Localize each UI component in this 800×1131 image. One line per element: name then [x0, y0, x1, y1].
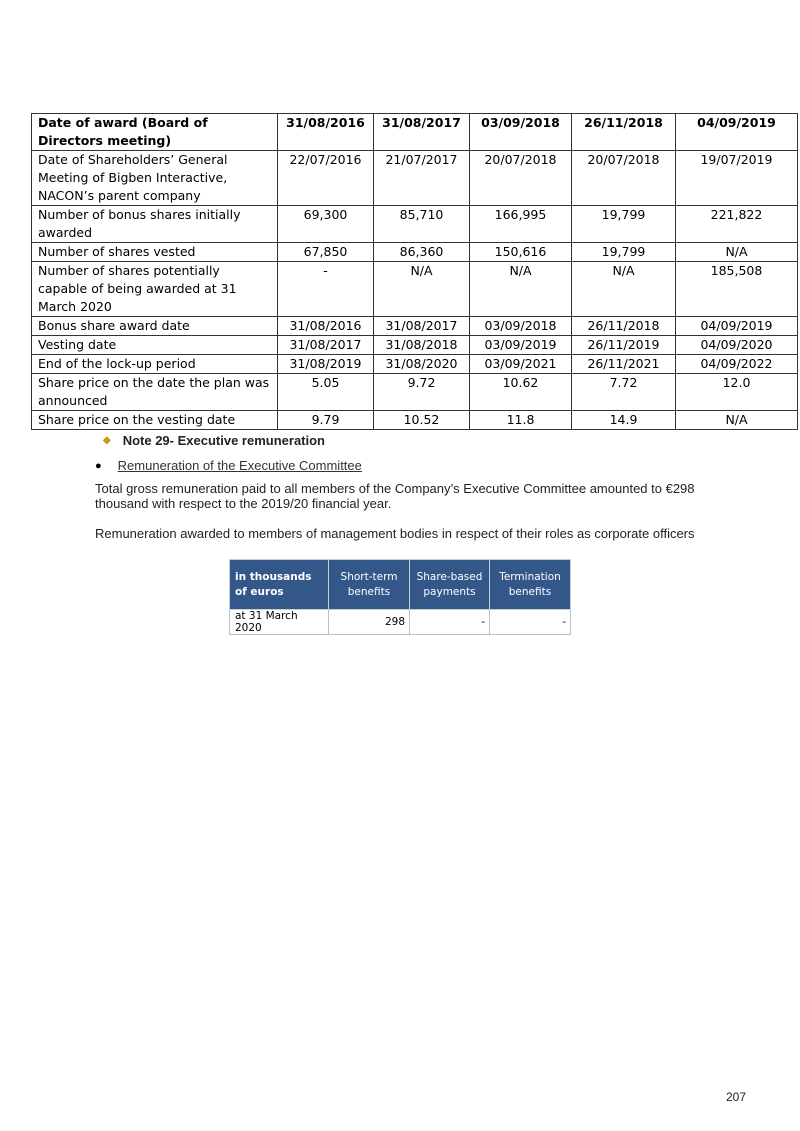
cell: 20/07/2018 [470, 151, 572, 206]
rem-header-row [230, 560, 571, 610]
table-row [32, 336, 798, 355]
cell: 04/09/2019 [676, 317, 798, 336]
cell: 10.52 [374, 411, 470, 430]
cell: 31/08/2016 [278, 317, 374, 336]
cell: N/A [470, 262, 572, 317]
row-label: Number of shares vested [32, 243, 278, 262]
cell: 86,360 [374, 243, 470, 262]
cell: 9.79 [278, 411, 374, 430]
cell: 20/07/2018 [572, 151, 676, 206]
cell: 22/07/2016 [278, 151, 374, 206]
cell: 14.9 [572, 411, 676, 430]
bullet-icon: ● [95, 459, 102, 472]
page-number: 207 [726, 1090, 747, 1104]
cell: 31/08/2020 [374, 355, 470, 374]
header-col: 26/11/2018 [572, 114, 676, 151]
header-col: 31/08/2016 [278, 114, 374, 151]
note-heading-text: Note 29- Executive remuneration [122, 433, 325, 448]
row-label: Share price on the vesting date [32, 411, 278, 430]
cell: N/A [676, 411, 798, 430]
header-col: 31/08/2017 [374, 114, 470, 151]
sub-heading [95, 458, 362, 473]
table-row [32, 411, 798, 430]
table-row [32, 317, 798, 336]
cell: 04/09/2022 [676, 355, 798, 374]
rem-header-termination: Termination benefits [490, 560, 571, 610]
rem-row-label: at 31 March 2020 [230, 610, 329, 635]
cell: 19/07/2019 [676, 151, 798, 206]
cell: 31/08/2017 [374, 317, 470, 336]
cell: 166,995 [470, 206, 572, 243]
table-header-row [32, 114, 798, 151]
cell: 31/08/2017 [278, 336, 374, 355]
cell: 12.0 [676, 374, 798, 411]
table-row [32, 243, 798, 262]
cell: 9.72 [374, 374, 470, 411]
cell: 21/07/2017 [374, 151, 470, 206]
diamond-bullet-icon: ◆ [103, 435, 111, 446]
cell: 85,710 [374, 206, 470, 243]
table-row [32, 355, 798, 374]
row-label: Share price on the date the plan was announced [32, 374, 278, 411]
cell: 03/09/2021 [470, 355, 572, 374]
remuneration-paragraph: Total gross remuneration paid to all members of the Company’s Executive Committee amounted to €298 thousand with respect to the 2019/20 financial year. [95, 481, 695, 511]
cell: 03/09/2019 [470, 336, 572, 355]
table-row [32, 206, 798, 243]
row-label: Number of shares potentially capable of being awarded at 31 March 2020 [32, 262, 278, 317]
cell: 185,508 [676, 262, 798, 317]
header-col: 03/09/2018 [470, 114, 572, 151]
cell: 7.72 [572, 374, 676, 411]
note-heading [103, 433, 325, 448]
cell: - [410, 610, 490, 635]
row-label: End of the lock-up period [32, 355, 278, 374]
header-label: Date of award (Board of Directors meeting) [32, 114, 278, 151]
remuneration-table [229, 559, 571, 635]
cell: N/A [572, 262, 676, 317]
cell: 26/11/2018 [572, 317, 676, 336]
table-row [32, 151, 798, 206]
cell: 5.05 [278, 374, 374, 411]
cell: 19,799 [572, 243, 676, 262]
table-row [32, 374, 798, 411]
header-col: 04/09/2019 [676, 114, 798, 151]
bonus-share-table [31, 113, 798, 430]
management-bodies-paragraph: Remuneration awarded to members of management bodies in respect of their roles as corporate officers [95, 526, 695, 541]
row-label: Date of Shareholders’ General Meeting of Bigben Interactive, NACON’s parent company [32, 151, 278, 206]
cell: 19,799 [572, 206, 676, 243]
cell: 31/08/2019 [278, 355, 374, 374]
table-row [32, 262, 798, 317]
rem-header-short-term: Short-term benefits [329, 560, 410, 610]
cell: 11.8 [470, 411, 572, 430]
cell: 03/09/2018 [470, 317, 572, 336]
cell: 221,822 [676, 206, 798, 243]
cell: 04/09/2020 [676, 336, 798, 355]
rem-header-share-based: Share-based payments [410, 560, 490, 610]
cell: 67,850 [278, 243, 374, 262]
cell: 26/11/2021 [572, 355, 676, 374]
cell: N/A [676, 243, 798, 262]
table-row [230, 610, 571, 635]
cell: 298 [329, 610, 410, 635]
row-label: Bonus share award date [32, 317, 278, 336]
cell: 10.62 [470, 374, 572, 411]
cell: - [490, 610, 571, 635]
rem-header-unit: in thousands of euros [230, 560, 329, 610]
cell: N/A [374, 262, 470, 317]
row-label: Number of bonus shares initially awarded [32, 206, 278, 243]
cell: 26/11/2019 [572, 336, 676, 355]
cell: 150,616 [470, 243, 572, 262]
cell: - [278, 262, 374, 317]
sub-heading-text: Remuneration of the Executive Committee [117, 458, 362, 473]
row-label: Vesting date [32, 336, 278, 355]
cell: 31/08/2018 [374, 336, 470, 355]
cell: 69,300 [278, 206, 374, 243]
